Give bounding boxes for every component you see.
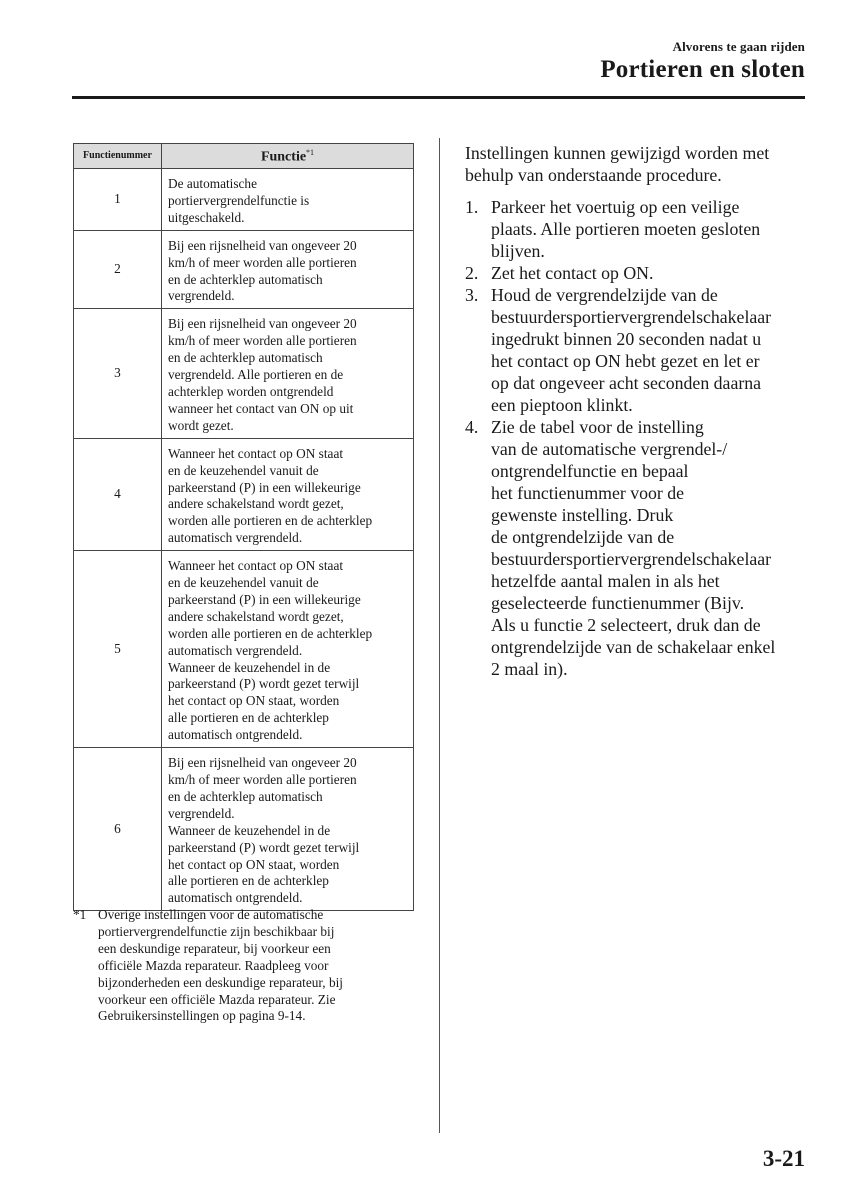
step-line: ontgrendelfunctie en bepaal (491, 461, 689, 481)
function-description (162, 551, 414, 748)
description-line: Bij een rijsnelheid van ongeveer 20 (168, 755, 357, 771)
step-line: blijven. (491, 241, 545, 261)
description-line: wanneer het contact van ON op uit (168, 400, 354, 416)
description-line: wordt gezet. (168, 417, 234, 433)
section-title: Alvorens te gaan rijden (672, 39, 805, 54)
description-line: automatisch vergrendeld. (168, 642, 303, 658)
page-number: 3-21 (762, 1146, 805, 1171)
description-line: vergrendeld. (168, 288, 235, 304)
footnote (73, 907, 418, 1025)
step-line: Houd de vergrendelzijde van de (491, 285, 718, 305)
description-line: andere schakelstand wordt gezet, (168, 608, 344, 624)
description-line: De automatische (168, 176, 257, 191)
description-line: Bij een rijsnelheid van ongeveer 20 (168, 316, 357, 332)
step-line: bestuurdersportiervergrendelschakelaar (491, 549, 772, 569)
description-line: Wanneer het contact op ON staat (168, 558, 344, 574)
step-line: Zie de tabel voor de instelling (491, 417, 704, 437)
step-line: Parkeer het voertuig op een veilige (491, 197, 740, 217)
table-row (74, 551, 414, 748)
instruction-step (465, 284, 815, 416)
step-line: plaats. Alle portieren moeten gesloten (491, 219, 761, 239)
function-number: 2 (74, 230, 162, 309)
description-line: en de achterklep automatisch (168, 788, 323, 804)
description-line: Wanneer het contact op ON staat (168, 445, 344, 461)
description-line: alle portieren en de achterklep (168, 873, 329, 889)
footnote-line: een deskundige reparateur, bij voorkeur een (98, 940, 331, 956)
description-line: parkeerstand (P) in een willekeurige (168, 479, 361, 495)
step-line: het functienummer voor de (491, 483, 685, 503)
step-line: geselecteerde functienummer (Bijv. (491, 593, 745, 613)
description-line: automatisch ontgrendeld. (168, 727, 303, 743)
chapter-title: Portieren en sloten (600, 56, 805, 83)
table-header-row (74, 144, 414, 169)
description-line: en de achterklep automatisch (168, 350, 323, 366)
description-line: automatisch vergrendeld. (168, 530, 303, 546)
description-line: en de keuzehendel vanuit de (168, 462, 319, 478)
table-row (74, 230, 414, 309)
intro-line: behulp van onderstaande procedure. (465, 165, 722, 185)
description-line: vergrendeld. (168, 805, 235, 821)
step-line: 2 maal in). (491, 659, 568, 679)
step-number: 1. (465, 197, 479, 217)
table-row (74, 748, 414, 911)
function-number: 4 (74, 438, 162, 550)
intro-line: Instellingen kunnen gewijzigd worden met (465, 143, 770, 163)
step-line: op dat ongeveer acht seconden daarna (491, 373, 762, 393)
description-line: automatisch ontgrendeld. (168, 890, 303, 906)
function-number: 1 (74, 169, 162, 231)
function-description (162, 230, 414, 309)
step-number: 3. (465, 285, 479, 305)
description-line: Bij een rijsnelheid van ongeveer 20 (168, 237, 357, 253)
function-description (162, 748, 414, 911)
table-row (74, 169, 414, 231)
description-line: parkeerstand (P) wordt gezet terwijl (168, 676, 360, 692)
step-line: ingedrukt binnen 20 seconden nadat u (491, 329, 762, 349)
description-line: het contact op ON staat, worden (168, 856, 340, 872)
column-header-function (162, 144, 414, 169)
description-line: alle portieren en de achterklep (168, 710, 329, 726)
footnote-line: voorkeur een officiële Mazda reparateur. Zie (98, 991, 336, 1007)
description-line: vergrendeld. Alle portieren en de (168, 367, 344, 383)
description-line: km/h of meer worden alle portieren (168, 772, 357, 787)
instruction-step (465, 262, 815, 284)
column-header-number: Functienummer (74, 144, 162, 169)
description-line: Wanneer de keuzehendel in de (168, 822, 331, 838)
column-divider (439, 138, 440, 1133)
footnote-line: portiervergrendelfunctie zijn beschikbaar bij (98, 923, 335, 939)
footnote-text (98, 907, 418, 1025)
instructions-intro (465, 142, 815, 186)
instruction-step (465, 196, 815, 262)
function-number: 6 (74, 748, 162, 911)
table-row (74, 438, 414, 550)
step-line: gewenste instelling. Druk (491, 505, 674, 525)
footnote-line: bijzonderheden een deskundige reparateur, bij (98, 974, 343, 990)
step-line: Als u functie 2 selecteert, druk dan de (491, 615, 761, 635)
footnote-reference: *1 (306, 148, 315, 158)
function-number: 5 (74, 551, 162, 748)
function-table (73, 143, 414, 911)
description-line: km/h of meer worden alle portieren (168, 333, 357, 349)
step-line: ontgrendelzijde van de schakelaar enkel (491, 637, 776, 657)
footnote-line: officiële Mazda reparateur. Raadpleeg voor (98, 957, 329, 973)
footnote-marker: *1 (73, 907, 87, 922)
description-line: andere schakelstand wordt gezet, (168, 496, 344, 512)
table-body (74, 169, 414, 911)
column-header-function-label: Functie (260, 149, 307, 165)
step-line: Zet het contact op ON. (491, 263, 654, 283)
step-line: hetzelfde aantal malen in als het (491, 571, 720, 591)
description-line: achterklep worden ontgrendeld (168, 383, 334, 399)
function-number: 3 (74, 309, 162, 438)
step-line: een pieptoon klinkt. (491, 395, 633, 415)
description-line: en de achterklep automatisch (168, 271, 323, 287)
step-line: de ontgrendelzijde van de (491, 527, 675, 547)
step-number: 2. (465, 263, 479, 283)
description-line: parkeerstand (P) wordt gezet terwijl (168, 839, 360, 855)
description-line: het contact op ON staat, worden (168, 693, 340, 709)
footnote-line: Gebruikersinstellingen op pagina 9-14. (98, 1008, 306, 1024)
step-line: van de automatische vergrendel-/ (491, 439, 728, 459)
header-divider (72, 96, 805, 99)
description-line: worden alle portieren en de achterklep (168, 625, 373, 641)
instructions-column (465, 142, 815, 680)
step-line: het contact op ON hebt gezet en let er (491, 351, 760, 371)
step-number: 4. (465, 417, 479, 437)
function-description (162, 309, 414, 438)
table-row (74, 309, 414, 438)
description-line: en de keuzehendel vanuit de (168, 575, 319, 591)
description-line: portiervergrendelfunctie is (168, 192, 310, 208)
instruction-step (465, 416, 815, 680)
description-line: uitgeschakeld. (168, 209, 245, 225)
description-line: km/h of meer worden alle portieren (168, 254, 357, 270)
description-line: worden alle portieren en de achterklep (168, 513, 373, 529)
function-description (162, 438, 414, 550)
description-line: parkeerstand (P) in een willekeurige (168, 591, 361, 607)
function-description (162, 169, 414, 231)
footnote-line: Overige instellingen voor de automatische (98, 907, 324, 922)
instructions-steps (465, 196, 815, 680)
description-line: Wanneer de keuzehendel in de (168, 659, 331, 675)
step-line: bestuurdersportiervergrendelschakelaar (491, 307, 772, 327)
